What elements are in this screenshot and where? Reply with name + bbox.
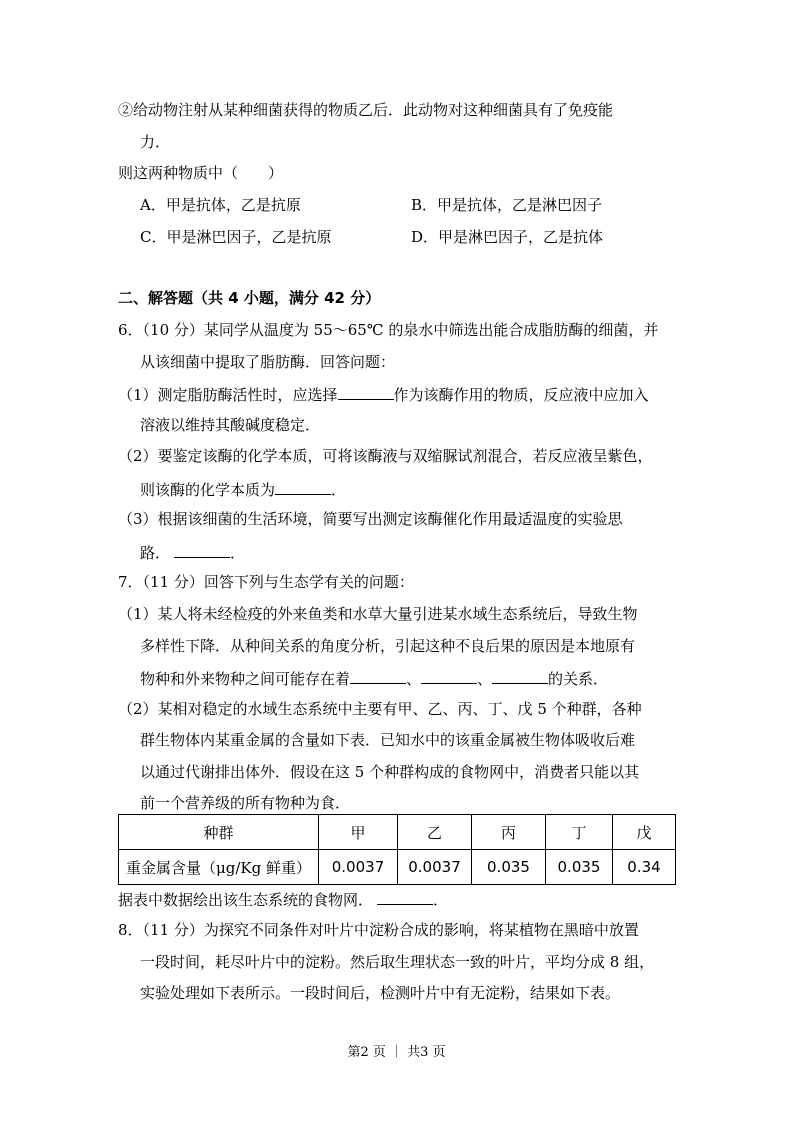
q7-part1-text: 物种和外来物种之间可能存在着 [140, 670, 351, 688]
table-header-cell: 甲 [319, 815, 398, 850]
q6-line2: 从该细菌中提取了脂肪酶．回答问题： [140, 353, 396, 371]
answer-blank [350, 667, 406, 684]
section-heading: 二、解答题（共 4 小题，满分 42 分） [118, 289, 381, 307]
q5-option-a: A．甲是抗体，乙是抗原 [140, 196, 301, 214]
answer-blank [377, 888, 433, 905]
q6-part2: （2）要鉴定该酶的化学本质，可将该酶液与双缩脲试剂混合，若反应液呈紫色， [118, 447, 653, 465]
q7-part1-line3 [140, 667, 608, 689]
table-header-cell: 丁 [546, 815, 613, 850]
q6-line1: 6．（10 分）某同学从温度为 55～65℃ 的泉水中筛选出能合成脂肪酶的细菌，并 [118, 321, 659, 339]
heavy-metal-table [118, 814, 676, 885]
q6-part2-text: 则该酶的化学本质为 [140, 481, 276, 499]
q6-part3-end: ． [230, 544, 246, 562]
q7-after-table-text: 据表中数据绘出该生态系统的食物网． [118, 891, 374, 909]
q5-item2-line2: 力． [140, 133, 171, 151]
q8-line3: 实验处理如下表所示。一段时间后，检测叶片中有无淀粉，结果如下表。 [140, 984, 621, 1002]
separator: 、 [406, 670, 422, 688]
q6-part3-text: 路． [140, 544, 171, 562]
q5-option-d: D．甲是淋巴因子，乙是抗体 [411, 228, 604, 246]
q6-part3: （3）根据该细菌的生活环境，简要写出测定该酶催化作用最适温度的实验思 [118, 510, 623, 528]
q8-line1: 8．（11 分）为探究不同条件对叶片中淀粉合成的影响，将某植物在黑暗中放置 [118, 921, 639, 939]
table-cell: 0.0037 [398, 850, 472, 885]
q5-option-c: C．甲是淋巴因子，乙是抗原 [140, 228, 332, 246]
q7-after-table [118, 888, 448, 910]
table-cell: 0.34 [613, 850, 676, 885]
table-header-cell: 乙 [398, 815, 472, 850]
answer-blank [174, 541, 230, 558]
q7-part2-line1: （2）某相对稳定的水域生态系统中主要有甲、乙、丙、丁、戊 5 个种群，各种 [118, 700, 642, 718]
q6-part1-cont: 溶液以维持其酸碱度稳定． [140, 416, 321, 434]
q6-part2-end: ． [331, 481, 347, 499]
q5-item2-line1: ②给动物注射从某种细菌获得的物质乙后．此动物对这种细菌具有了免疫能 [118, 101, 614, 119]
table-cell: 0.035 [472, 850, 546, 885]
q7-part2-line4: 前一个营养级的所有物种为食． [140, 794, 351, 812]
answer-blank [275, 478, 331, 495]
table-cell: 0.0037 [319, 850, 398, 885]
q7-after-table-end: ． [433, 891, 449, 909]
table-header-cell: 丙 [472, 815, 546, 850]
q7-part1-end: 的关系． [548, 670, 609, 688]
q6-part1 [118, 383, 649, 405]
q7-part2-line2: 群生物体内某重金属的含量如下表．已知水中的该重金属被生物体吸收后难 [140, 731, 636, 749]
q7-part2-line3: 以通过代谢排出体外．假设在这 5 个种群构成的食物网中，消费者只能以其 [140, 763, 640, 781]
q7-line1: 7．（11 分）回答下列与生态学有关的问题： [118, 573, 414, 591]
table-cell: 0.035 [546, 850, 613, 885]
q6-part3-cont [140, 541, 245, 563]
q5-option-b: B．甲是抗体，乙是淋巴因子 [411, 196, 603, 214]
q6-part2-cont [140, 478, 346, 500]
table-row-label: 重金属含量（μg/Kg 鲜重） [119, 850, 319, 885]
q6-part1-text-a: （1）测定脂肪酶活性时，应选择 [118, 386, 338, 404]
q6-part1-text-b: 作为该酶作用的物质，反应液中应加入 [393, 386, 649, 404]
q7-part1-line2: 多样性下降．从种间关系的角度分析，引起这种不良后果的原因是本地原有 [140, 637, 636, 655]
answer-blank [492, 667, 548, 684]
q5-stem: 则这两种物质中（ ） [118, 164, 284, 182]
table-header-row [119, 815, 676, 850]
answer-blank [338, 383, 394, 400]
q7-part1-line1: （1）某人将未经检疫的外来鱼类和水草大量引进某水域生态系统后，导致生物 [118, 605, 638, 623]
table-row [119, 850, 676, 885]
separator: 、 [477, 670, 493, 688]
table-header-cell: 戊 [613, 815, 676, 850]
page-footer: 第2 页 ｜ 共3 页 [347, 1045, 446, 1060]
q8-line2: 一段时间，耗尽叶片中的淀粉。然后取生理状态一致的叶片，平均分成 8 组， [140, 953, 655, 971]
answer-blank [421, 667, 477, 684]
table-header-cell: 种群 [119, 815, 319, 850]
